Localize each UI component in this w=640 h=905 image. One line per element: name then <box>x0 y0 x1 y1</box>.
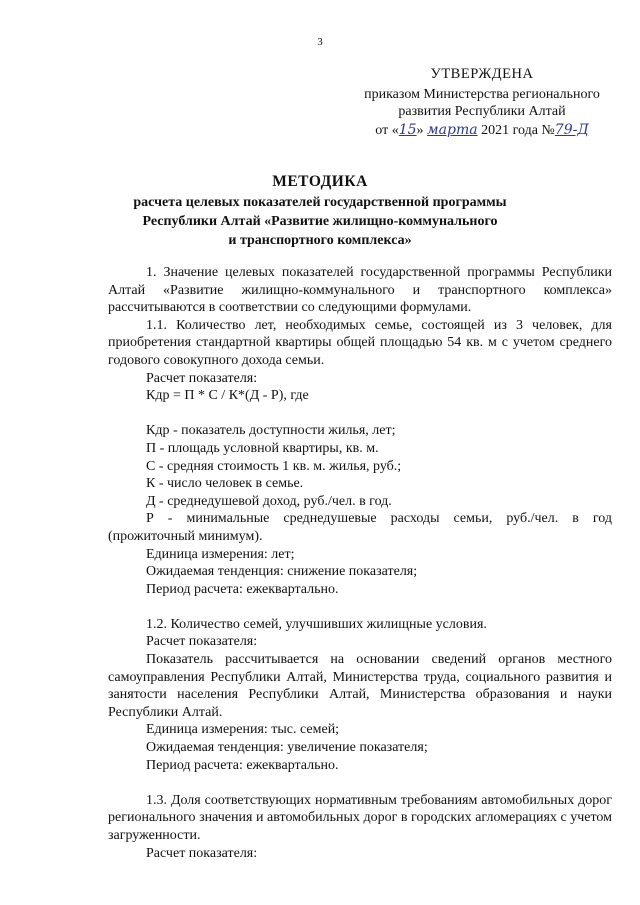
approval-date-line <box>334 122 630 139</box>
definition-k: К - число человек в семье. <box>146 476 304 492</box>
paragraph-1-3: 1.3. Доля соответствующих нормативным требованиям автомобильных дорог регионального значения и автомобильных дорог в городских агломерациях с учетом загруженности. <box>108 792 612 843</box>
calc-label-1: Расчет показателя: <box>146 370 258 386</box>
title-line-3: и транспортного комплекса» <box>228 233 412 248</box>
paragraph-1-2: 1.2. Количество семей, улучшивших жилищные условия. <box>146 616 487 632</box>
title-main: МЕТОДИКА <box>272 173 368 190</box>
calc-label-2: Расчет показателя: <box>146 634 258 650</box>
definition-s: С - средняя стоимость 1 кв. м. жилья, руб.; <box>146 458 402 474</box>
definition-p: П - площадь условной квартиры, кв. м. <box>146 440 379 456</box>
date-mid: » <box>416 123 428 138</box>
period-2: Период расчета: ежеквартально. <box>146 757 339 773</box>
definition-r: Р - минимальные среднедушевые расходы семьи, руб./чел. в год (прожиточный минимум). <box>108 511 612 544</box>
paragraph-1-2-text: Показатель рассчитывается на основании сведений органов местного самоуправления Республики Алтай, Министерства труда, социального развития и занятости населения Республики Алтай, Министерства образования и науки Республики Алтай. <box>108 652 612 720</box>
spacer <box>108 598 612 616</box>
spacer <box>108 405 612 423</box>
paragraph-1-1: 1.1. Количество лет, необходимых семье, состоящей из 3 человек, для приобретения стандартной квартиры общей площадью 54 кв. м с учетом среднего годового совокупного дохода семьи. <box>108 317 612 368</box>
title-line-1: расчета целевых показателей государственной программы <box>133 195 507 210</box>
definition-d: Д - среднедушевой доход, руб./чел. в год. <box>146 493 392 509</box>
period-1: Период расчета: ежеквартально. <box>146 581 339 597</box>
unit-1: Единица измерения: лет; <box>146 546 295 562</box>
formula: Кдр = П * С / К*(Д - Р), где <box>146 388 309 404</box>
trend-2: Ожидаемая тенденция: увеличение показателя; <box>146 740 428 756</box>
handwritten-day: 15 <box>398 122 417 138</box>
approval-line-2: развития Республики Алтай <box>398 104 566 119</box>
calc-label-3: Расчет показателя: <box>146 845 258 861</box>
approval-title: УТВЕРЖДЕНА <box>430 66 534 82</box>
title-line-2: Республики Алтай «Развитие жилищно-коммунального <box>142 214 498 229</box>
paragraph-1: 1. Значение целевых показателей государственной программы Республики Алтай «Развитие жилищно-коммунального и транспортного комплекса» рассчитываются в соответствии со следующими формулами. <box>108 265 612 316</box>
approval-line-1: приказом Министерства регионального <box>364 87 600 102</box>
date-prefix: от « <box>375 123 399 138</box>
document-body <box>108 264 612 862</box>
approval-stamp <box>334 66 630 139</box>
definition-kdr: Кдр - показатель доступности жилья, лет; <box>146 423 396 439</box>
page-number: 3 <box>317 36 323 48</box>
document-title <box>80 172 560 250</box>
date-year: 2021 года № <box>477 123 555 138</box>
spacer <box>108 774 612 792</box>
handwritten-month: марта <box>427 122 478 138</box>
unit-2: Единица измерения: тыс. семей; <box>146 722 340 738</box>
handwritten-order-number: 79-Д <box>554 122 589 138</box>
trend-1: Ожидаемая тенденция: снижение показателя; <box>146 564 418 580</box>
